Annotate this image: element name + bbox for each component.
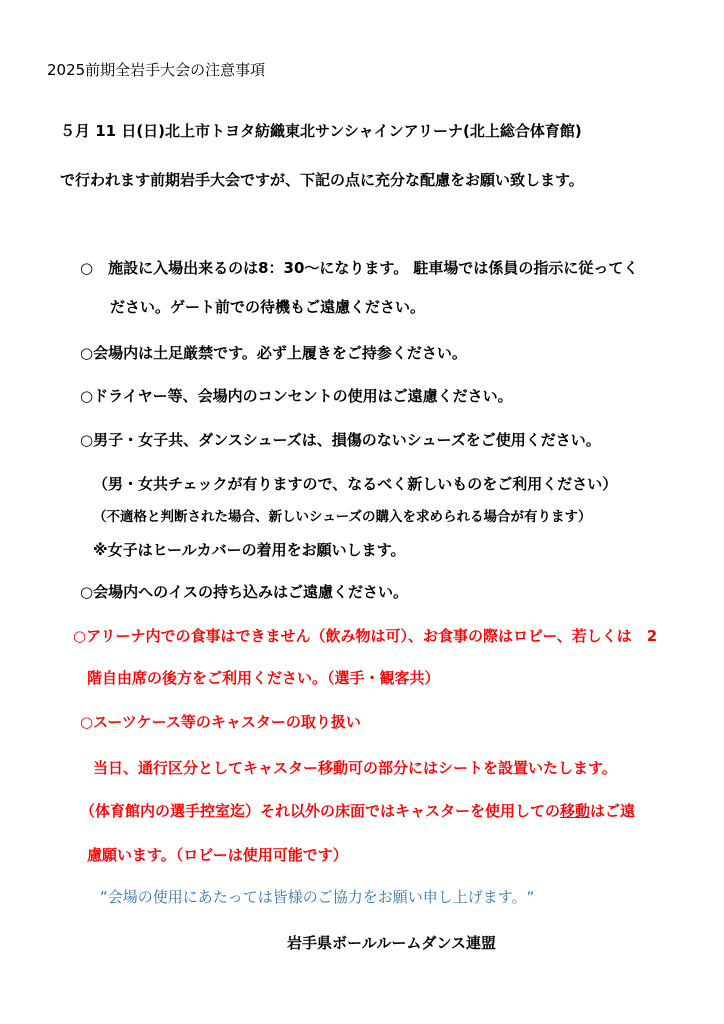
intro-line-1: ５月 11 日(日)北上市トヨタ紡織東北サンシャインアリーナ(北上総合体育館) [60,122,582,140]
note-no-chairs: ○会場内へのイスの持ち込みはご遠慮ください。 [80,583,408,601]
page-title: 2025前期全岩手大会の注意事項 [47,61,266,79]
intro-line-2: で行われます前期岩手大会ですが、下記の点に充分な配慮をお願い致します。 [60,171,584,189]
warning-casters-line-2 [80,801,635,821]
note-entry-time-line-1: ○ 施設に入場出来るのは8：30～になります。 駐車場では係員の指示に従ってく [80,259,639,277]
warning-food-line-2: 階自由席の後方をご利用ください。（選手・観客共） [87,669,440,687]
note-shoe-check: （男・女共チェックが有りますので、なるべく新しいものをご利用ください） [93,475,618,493]
note-dance-shoes: ○男子・女子共、ダンスシューズは、損傷のないシューズをご使用ください。 [80,431,601,449]
warning-casters-line-1: 当日、通行区分としてキャスター移動可の部分にはシートを設置いたします。 [93,759,617,777]
warning-casters-line-2-start: （体育館内の選手控室迄）それ以外の床面ではキャスターを使用しての [80,802,561,820]
warning-casters-line-3: 慮願います。（ロビーは使用可能です） [87,846,348,864]
signature: 岩手県ボールルームダンス連盟 [287,934,497,952]
note-shoe-purchase: （不適格と判断された場合、新しいシューズの購入を求められる場合が有ります） [93,509,592,525]
note-entry-time-line-2: ださい。ゲート前での待機もご遠慮ください。 [110,298,426,316]
warning-casters-underlined: 移動 [560,802,591,820]
warning-casters-line-2-end: はご遠 [590,802,636,820]
closing-message: “会場の使用にあたっては皆様のご協力をお願い申し上げます。“ [100,888,535,906]
note-dryer-outlets: ○ドライヤー等、会場内のコンセントの使用はご遠慮ください。 [80,387,513,405]
warning-casters-heading: ○スーツケース等のキャスターの取り扱い [80,713,361,731]
warning-food-line-1: ○アリーナ内での食事はできません（飲み物は可）、お食事の際はロビー、若しくは 2 [73,627,658,645]
note-heel-cover: ※女子はヒールカバーの着用をお願いします。 [93,541,406,559]
note-indoor-shoes: ○会場内は土足厳禁です。必ず上履きをご持参ください。 [80,344,467,362]
